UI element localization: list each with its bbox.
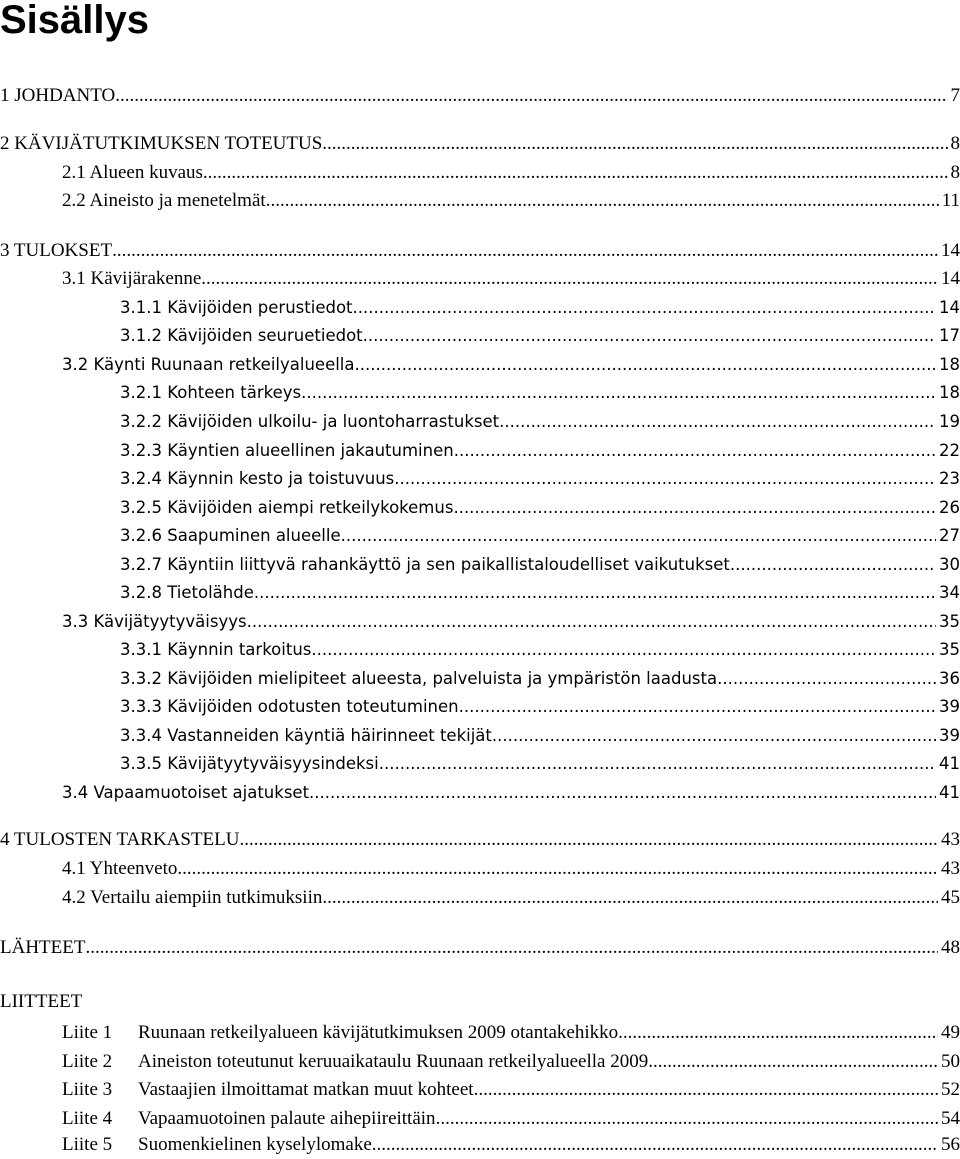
liite-title: Ruunaan retkeilyalueen kävijätutkimuksen 2009 otantakehikko (138, 1022, 619, 1043)
toc-entry-text: 3.2.4 Käynnin kesto ja toistuvuus (120, 469, 395, 488)
toc-page-number: 43 (941, 858, 960, 879)
toc-entry-text: LIITTEET (0, 991, 83, 1012)
liite-title: Suomenkielinen kyselylomake (138, 1134, 372, 1155)
toc-entry-odotusten-toteutuminen[interactable] (0, 695, 960, 719)
toc-page-number: 11 (941, 190, 960, 211)
toc-page-number: 8 (950, 133, 960, 154)
toc-dot-leader (201, 267, 938, 291)
toc-dot-leader (730, 553, 936, 577)
toc-entry-text: 3.3 Kävijätyytyväisyys (62, 612, 247, 631)
toc-page-number: 14 (939, 298, 960, 317)
toc-entry-vertailu[interactable] (0, 886, 960, 910)
toc-page-number: 41 (939, 783, 960, 802)
toc-entry-text: 3.3.2 Kävijöiden mielipiteet alueesta, palveluista ja ympäristön laadusta (120, 669, 718, 688)
toc-entry-text: 3.1.2 Kävijöiden seuruetiedot (120, 326, 363, 345)
toc-entry-text: 3 TULOKSET (0, 240, 113, 261)
toc-entry-text (62, 1050, 648, 1074)
toc-entry-text (62, 1107, 436, 1131)
toc-page-number: 17 (939, 326, 960, 345)
toc-dot-leader (394, 467, 936, 491)
toc-entry-kavijoiden-perustiedot[interactable] (0, 296, 960, 320)
toc-dot-leader (499, 410, 936, 434)
toc-entry-text (62, 1078, 474, 1102)
toc-entry-text: 2.2 Aineisto ja menetelmät (62, 190, 266, 211)
toc-page-number: 18 (939, 355, 960, 374)
toc-entry-text (62, 1021, 618, 1045)
liite-title: Vapaamuotoinen palaute aihepiireittäin (138, 1108, 436, 1129)
toc-entry-kohteen-tarkeys[interactable] (0, 381, 960, 405)
toc-entry-kaynti-ruunaan-retkeilyalueella[interactable] (0, 353, 960, 377)
toc-entry-kavijatyytyvaisyys[interactable] (0, 610, 960, 634)
toc-entry-text: 3.2.1 Kohteen tärkeys (120, 383, 302, 402)
toc-entry-text: 3.2.6 Saapuminen alueelle (120, 526, 341, 545)
liite-number: Liite 1 (62, 1022, 113, 1043)
toc-page-number: 14 (941, 268, 960, 289)
toc-dot-leader (341, 524, 936, 548)
toc-entry-text: 3.2.3 Käyntien alueellinen jakautuminen (120, 441, 454, 460)
toc-entry-ulkoilu-ja-luontoharrastukset[interactable] (0, 410, 960, 434)
toc-page-number: 41 (939, 754, 960, 773)
toc-dot-leader (322, 886, 938, 910)
toc-entry-alueellinen-jakautuminen[interactable] (0, 439, 960, 463)
toc-page-number: 19 (939, 412, 960, 431)
toc-page-number: 36 (939, 669, 960, 688)
toc-entry-rahankaytto[interactable] (0, 553, 960, 577)
toc-entry-alueen-kuvaus[interactable] (0, 161, 960, 185)
toc-page-number: 56 (941, 1134, 960, 1155)
toc-entry-liite-3[interactable] (0, 1078, 960, 1102)
toc-page-number: 8 (950, 162, 960, 183)
toc-dot-leader (240, 828, 939, 852)
toc-dot-leader (203, 161, 948, 185)
toc-entry-text: 2 KÄVIJÄTUTKIMUKSEN TOTEUTUS (0, 133, 323, 154)
toc-dot-leader (85, 936, 938, 960)
toc-entry-text: 3.4 Vapaamuotoiset ajatukset (62, 783, 310, 802)
toc-entry-liite-5[interactable] (0, 1133, 960, 1157)
toc-page-number: 48 (941, 937, 960, 958)
toc-page-number: 30 (939, 555, 960, 574)
toc-entry-aiempi-retkeilykokemus[interactable] (0, 496, 960, 520)
toc-entry-kavijatutkimuksen-toteutus[interactable] (0, 132, 960, 156)
toc-entry-hairinneet-tekijat[interactable] (0, 724, 960, 748)
toc-dot-leader (254, 581, 936, 605)
toc-entry-kavijoiden-seuruetiedot[interactable] (0, 324, 960, 348)
toc-page-number: 34 (939, 583, 960, 602)
toc-dot-leader (266, 189, 939, 213)
toc-entry-kavijarakenne[interactable] (0, 267, 960, 291)
toc-entry-yhteenveto[interactable] (0, 857, 960, 881)
toc-entry-mielipiteet[interactable] (0, 667, 960, 691)
toc-dot-leader (247, 610, 936, 634)
toc-entry-kavijatyytyvaisyysindeksi[interactable] (0, 752, 960, 776)
toc-page-number: 35 (939, 640, 960, 659)
toc-dot-leader (717, 667, 936, 691)
toc-entry-johdanto[interactable] (0, 84, 960, 108)
toc-entry-text: 1 JOHDANTO (0, 85, 116, 106)
toc-page-number: 39 (939, 726, 960, 745)
liite-number: Liite 4 (62, 1108, 113, 1129)
toc-page-number: 54 (941, 1108, 960, 1129)
toc-page-number: 7 (950, 85, 960, 106)
toc-entry-text (62, 1133, 372, 1157)
toc-entry-text: 3.3.1 Käynnin tarkoitus (120, 640, 312, 659)
toc-page-number: 39 (939, 697, 960, 716)
toc-entry-liite-2[interactable] (0, 1050, 960, 1074)
liite-title: Aineiston toteutunut keruuaikataulu Ruunaan retkeilyalueella 2009 (138, 1051, 649, 1072)
toc-page-number: 52 (941, 1079, 960, 1100)
toc-page-number: 49 (941, 1022, 960, 1043)
toc-dot-leader (115, 84, 947, 108)
toc-entry-text: 3.3.4 Vastanneiden käyntiä häirinneet tekijät (120, 726, 492, 745)
toc-page-number: 45 (941, 887, 960, 908)
toc-entry-text: 3.2.7 Käyntiin liittyvä rahankäyttö ja sen paikallistaloudelliset vaikutukset (120, 555, 730, 574)
toc-entry-text: 3.1.1 Kävijöiden perustiedot (120, 298, 353, 317)
toc-dot-leader (311, 638, 936, 662)
liite-number: Liite 3 (62, 1079, 113, 1100)
toc-entry-text: 4.2 Vertailu aiempiin tutkimuksiin (62, 887, 323, 908)
toc-entry-text: 4.1 Yhteenveto (62, 858, 178, 879)
toc-dot-leader (322, 132, 947, 156)
liite-title: Vastaajien ilmoittamat matkan muut kohteet (138, 1079, 474, 1100)
toc-dot-leader (372, 1133, 938, 1157)
toc-entry-text: 3.2.5 Kävijöiden aiempi retkeilykokemus (120, 498, 454, 517)
page-title: Sisällys (0, 0, 150, 42)
toc-entry-liite-1[interactable] (0, 1021, 960, 1045)
toc-entry-text: 4 TULOSTEN TARKASTELU (0, 829, 240, 850)
toc-entry-aineisto-ja-menetelmat[interactable] (0, 189, 960, 213)
toc-dot-leader (301, 381, 936, 405)
toc-dot-leader (474, 1078, 938, 1102)
toc-entry-text: 3.3.3 Kävijöiden odotusten toteutuminen (120, 697, 459, 716)
toc-entry-kaynnin-tarkoitus[interactable] (0, 638, 960, 662)
toc-heading-liitteet (0, 990, 960, 1014)
liite-number: Liite 5 (62, 1134, 113, 1155)
toc-dot-leader (112, 239, 938, 263)
toc-dot-leader (353, 296, 936, 320)
toc-entry-text: LÄHTEET (0, 937, 86, 958)
toc-entry-text: 3.2 Käynti Ruunaan retkeilyalueella (62, 355, 355, 374)
toc-page-number: 50 (941, 1051, 960, 1072)
toc-page-number: 14 (941, 240, 960, 261)
toc-dot-leader (309, 781, 936, 805)
toc-page-number: 27 (939, 526, 960, 545)
toc-dot-leader (355, 353, 937, 377)
toc-entry-text: 3.2.8 Tietolähde (120, 583, 254, 602)
toc-entry-lahteet[interactable] (0, 936, 960, 960)
toc-dot-leader (454, 439, 936, 463)
toc-dot-leader (177, 857, 938, 881)
toc-entry-liite-4[interactable] (0, 1107, 960, 1131)
toc-dot-leader (363, 324, 936, 348)
toc-dot-leader (459, 695, 936, 719)
toc-entry-text: 3.2.2 Kävijöiden ulkoilu- ja luontoharrastukset (120, 412, 500, 431)
toc-dot-leader (453, 496, 936, 520)
toc-page-number: 18 (939, 383, 960, 402)
toc-entry-kesto-ja-toistuvuus[interactable] (0, 467, 960, 491)
toc-entry-tulosten-tarkastelu[interactable] (0, 828, 960, 852)
toc-page-number: 22 (939, 441, 960, 460)
toc-dot-leader (436, 1107, 938, 1131)
toc-dot-leader (618, 1021, 938, 1045)
toc-entry-tulokset[interactable] (0, 239, 960, 263)
toc-entry-saapuminen-alueelle[interactable] (0, 524, 960, 548)
toc-page-number: 43 (941, 829, 960, 850)
toc-page-number: 26 (939, 498, 960, 517)
toc-entry-tietolahde[interactable] (0, 581, 960, 605)
toc-page-number: 23 (939, 469, 960, 488)
toc-dot-leader (648, 1050, 938, 1074)
toc-dot-leader (379, 752, 936, 776)
toc-entry-vapaamuotoiset-ajatukset[interactable] (0, 781, 960, 805)
toc-dot-leader (492, 724, 936, 748)
toc-entry-text: 2.1 Alueen kuvaus (62, 162, 203, 183)
toc-entry-text: 3.1 Kävijärakenne (62, 268, 202, 289)
toc-page-number: 35 (939, 612, 960, 631)
toc-entry-text: 3.3.5 Kävijätyytyväisyysindeksi (120, 754, 379, 773)
liite-number: Liite 2 (62, 1051, 113, 1072)
